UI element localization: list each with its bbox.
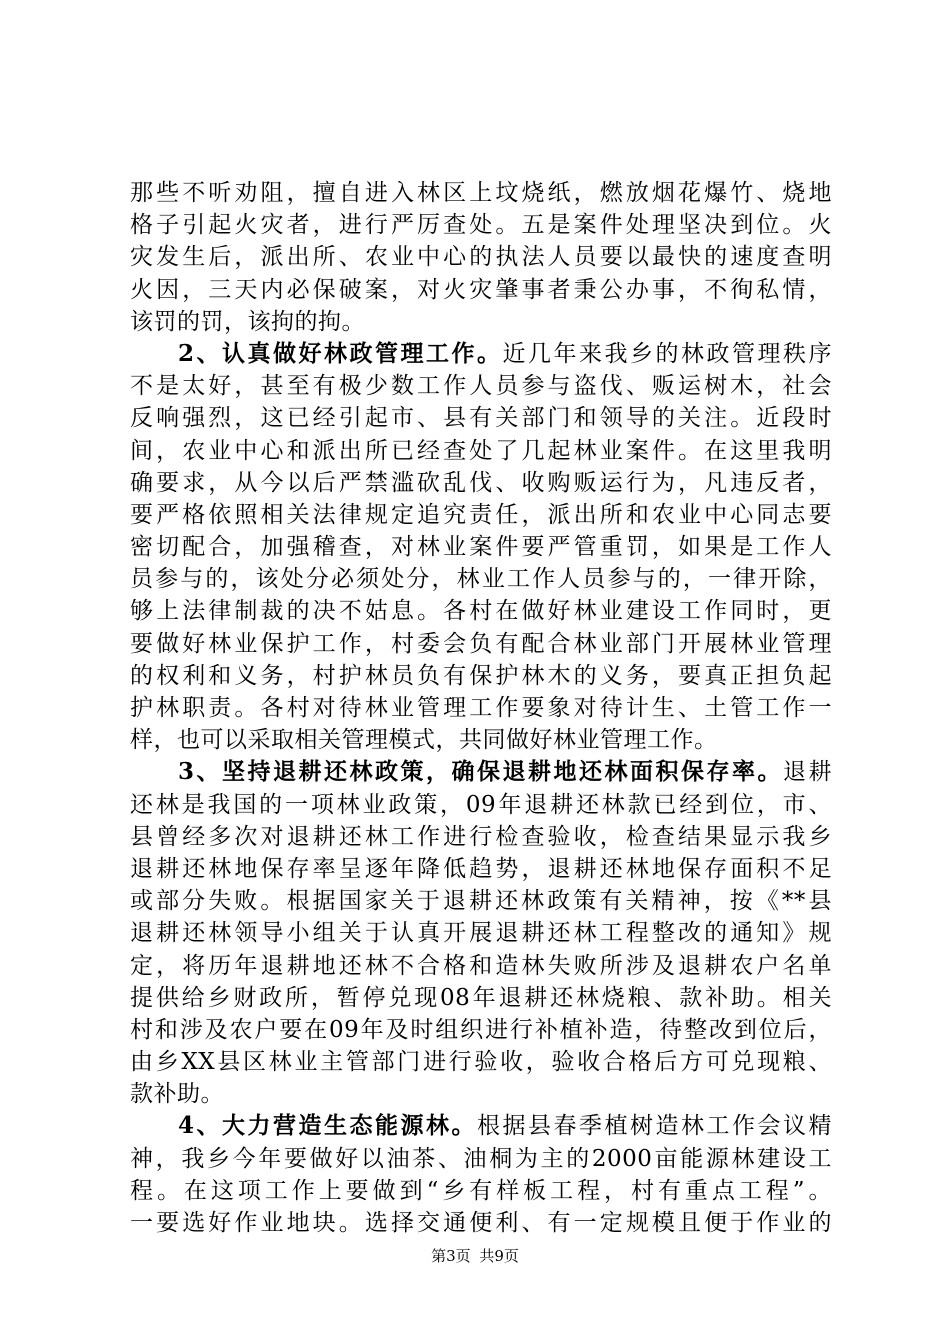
text-line: 款补助。: [130, 1081, 224, 1108]
text-line: 该罚的罚，该拘的拘。: [130, 308, 365, 335]
text-line: 火因，三天内必保破案，对火灾肇事者秉公办事，不徇私情，: [130, 276, 832, 303]
text-line: 神，我乡今年要做好以油茶、油桐为主的2000亩能源林建设工: [130, 1145, 832, 1172]
text-line: 那些不听劝阻，擅自进入林区上坟烧纸，燃放烟花爆竹、烧地: [130, 180, 832, 206]
text-line: 够上法律制裁的决不姑息。各村在做好林业建设工作同时，更: [130, 598, 832, 625]
text-line: 要做好林业保护工作，村委会负有配合林业部门开展林业管理: [130, 630, 832, 657]
text-line: 县曾经多次对退耕还林工作进行检查验收，检查结果显示我乡: [130, 823, 832, 850]
text-line: 员参与的，该处分必须处分，林业工作人员参与的，一律开除，: [130, 566, 832, 593]
text-line: 程。在这项工作上要做到“乡有样板工程，村有重点工程”。: [130, 1177, 832, 1204]
text-line: 退耕还林领导小组关于认真开展退耕还林工程整改的通知》规: [130, 920, 832, 947]
text-line: 不是太好，甚至有极少数工作人员参与盗伐、贩运树木，社会: [130, 373, 832, 400]
paragraph-2: [130, 338, 832, 756]
text-line: 或部分失败。根据国家关于退耕还林政策有关精神，按《**县: [130, 888, 832, 915]
section-heading: 2、认真做好林政管理工作。: [178, 339, 503, 367]
text-line-rest: 退耕: [783, 759, 832, 786]
text-line: 反响强烈，这已经引起市、县有关部门和领导的关注。近段时: [130, 405, 832, 432]
text-line: 一要选好作业地块。选择交通便利、有一定规模且便于作业的: [130, 1210, 832, 1236]
text-line: [130, 1110, 832, 1142]
section-heading: 4、大力营造生态能源林。: [178, 1112, 477, 1140]
paragraph-4: [130, 1110, 832, 1239]
text-line: 要严格依照相关法律规定追究责任，派出所和农业中心同志要: [130, 501, 832, 528]
paragraph-1: [130, 177, 832, 338]
text-line: 由乡XX县区林业主管部门进行验收，验收合格后方可兑现粮、: [130, 1049, 832, 1076]
paragraph-3: [130, 756, 832, 1110]
text-line-rest: 近几年来我乡的林政管理秩序: [502, 340, 832, 367]
text-line-rest: 根据县春季植树造林工作会议精: [477, 1113, 832, 1140]
text-line: 退耕还林地保存率呈逐年降低趋势，退耕还林地保存面积不足: [130, 855, 832, 882]
text-line: [130, 756, 832, 788]
text-line: 间，农业中心和派出所已经查处了几起林业案件。在这里我明: [130, 437, 832, 464]
text-line: 还林是我国的一项林业政策，09年退耕还林款已经到位，市、: [130, 791, 832, 818]
document-body: [130, 177, 832, 1239]
section-heading: 3、坚持退耕还林政策，确保退耕地还林面积保存率。: [178, 758, 783, 786]
text-line: 灾发生后，派出所、农业中心的执法人员要以最快的速度查明: [130, 244, 832, 271]
text-line: 提供给乡财政所，暂停兑现08年退耕还林烧粮、款补助。相关: [130, 984, 832, 1011]
text-line: [130, 338, 832, 370]
text-line: 样，也可以采取相关管理模式，共同做好林业管理工作。: [130, 727, 718, 754]
page-number-footer: 第3页 共9页: [431, 1247, 519, 1265]
text-line: 确要求，从今以后严禁滥砍乱伐、收购贩运行为，凡违反者，: [130, 469, 832, 496]
text-line: 村和涉及农户要在09年及时组织进行补植补造，待整改到位后，: [130, 1016, 832, 1043]
text-line: 的权利和义务，村护林员负有保护林木的义务，要真正担负起: [130, 662, 832, 689]
text-line: 密切配合，加强稽查，对林业案件要严管重罚，如果是工作人: [130, 534, 832, 561]
text-line: 定，将历年退耕地还林不合格和造林失败所涉及退耕农户名单: [130, 952, 832, 979]
text-line: 格子引起火灾者，进行严厉查处。五是案件处理坚决到位。火: [130, 212, 832, 239]
text-line: 护林职责。各村对待林业管理工作要象对待计生、土管工作一: [130, 695, 832, 721]
